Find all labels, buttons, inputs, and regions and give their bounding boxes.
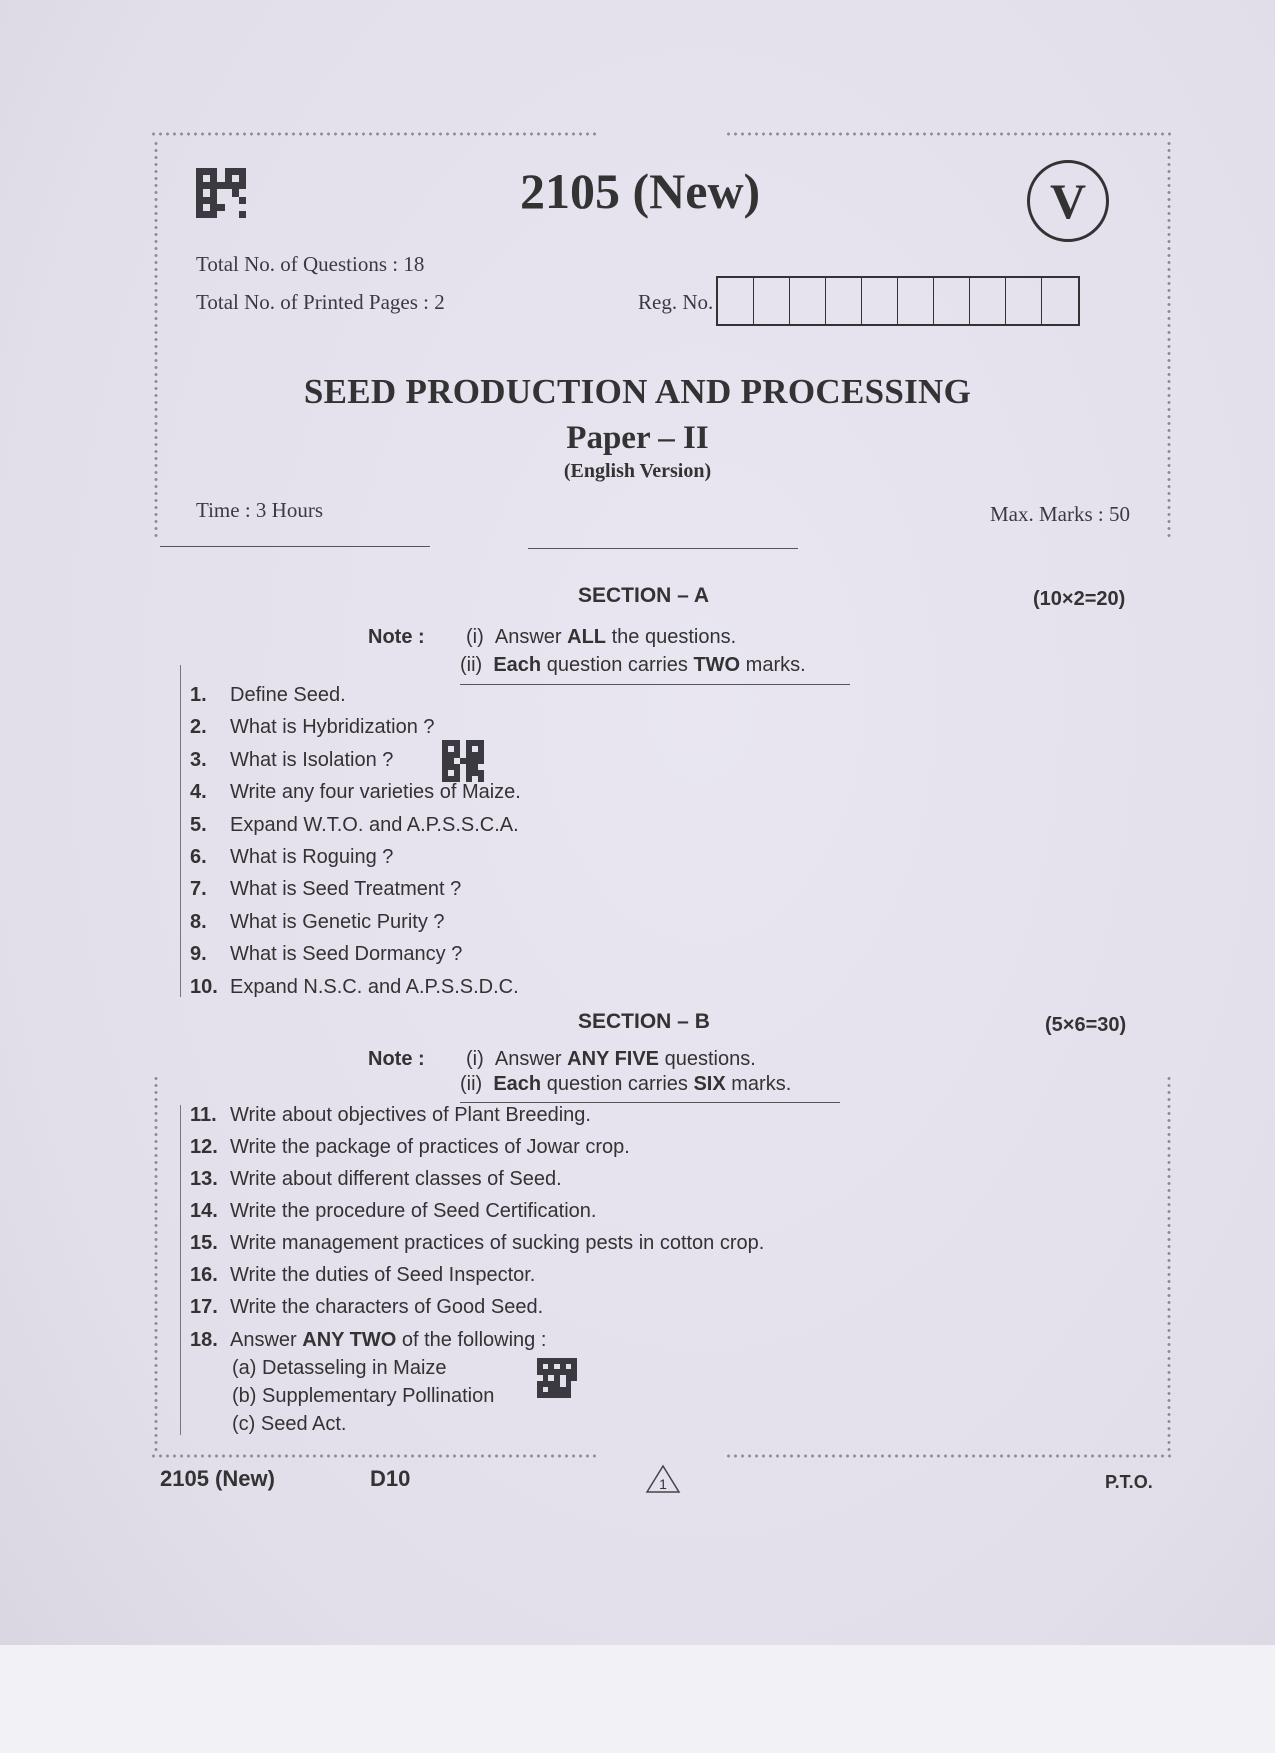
question-number: 5. [190, 813, 207, 836]
question-text: Write about different classes of Seed. [230, 1168, 562, 1190]
section-a-question [190, 716, 435, 739]
section-b-question [190, 1232, 764, 1255]
section-b-marks: (5×6=30) [1045, 1014, 1127, 1036]
reg-no-boxes[interactable] [716, 276, 1080, 326]
question-text: What is Isolation ? [230, 748, 394, 771]
question-text: Define Seed. [230, 684, 346, 706]
margin-line [180, 665, 181, 997]
question-text: What is Seed Treatment ? [230, 878, 462, 901]
question-text: What is Genetic Purity ? [230, 910, 445, 933]
question-text: Write the duties of Seed Inspector. [230, 1264, 536, 1286]
question-text: Write the characters of Good Seed. [230, 1296, 544, 1318]
question-number: 16. [190, 1264, 218, 1286]
section-a-note-label: Note : [368, 626, 425, 648]
qr-code-icon [196, 168, 246, 218]
section-b-question [190, 1168, 562, 1191]
page-number: 1 [659, 1476, 667, 1492]
question-text: Write the procedure of Seed Certification. [230, 1200, 597, 1222]
question-text: Write any four varieties of Maize. [230, 781, 521, 804]
question-number: 3. [190, 748, 207, 771]
scan-margin [0, 1645, 1275, 1753]
section-b-note-2: (ii) Each question carries SIX marks. [460, 1073, 792, 1095]
section-b-question [190, 1104, 591, 1127]
question-text: What is Seed Dormancy ? [230, 943, 463, 966]
section-b-question [190, 1136, 630, 1159]
question-18-option: (b) Supplementary Pollination [232, 1385, 495, 1407]
section-a-question [190, 781, 521, 804]
section-b-question [190, 1264, 535, 1287]
margin-line [180, 1105, 181, 1435]
total-questions: Total No. of Questions : 18 [196, 252, 425, 276]
divider [528, 548, 798, 549]
qr-code-icon [442, 740, 484, 782]
pto-label: P.T.O. [1105, 1472, 1153, 1492]
question-18: 18. Answer ANY TWO of the following : [190, 1329, 547, 1351]
footer-batch-code: D10 [370, 1466, 411, 1491]
security-border-right-lower [1165, 1075, 1173, 1455]
question-18-option: (a) Detasseling in Maize [232, 1357, 447, 1379]
section-a-question [190, 943, 462, 966]
section-a-question [190, 684, 346, 707]
question-text: Write the package of practices of Jowar crop. [230, 1136, 630, 1158]
question-18-option: (c) Seed Act. [232, 1413, 347, 1435]
section-a-marks: (10×2=20) [1033, 588, 1126, 610]
question-number: 6. [190, 846, 207, 868]
question-text: What is Hybridization ? [230, 716, 435, 739]
question-number: 4. [190, 781, 207, 804]
section-a-question [190, 749, 393, 772]
question-number: 15. [190, 1232, 218, 1254]
note-underline [460, 1102, 840, 1103]
security-border-left-lower [152, 1075, 160, 1455]
section-a-note-1: (i) Answer ALL the questions. [466, 626, 737, 648]
question-number: 9. [190, 943, 207, 966]
note-underline [460, 684, 850, 685]
security-border-top-right [725, 130, 1175, 138]
paper-number: Paper – II [566, 420, 709, 456]
security-border-bottom-left [150, 1452, 600, 1460]
question-text: Expand W.T.O. and A.P.S.S.C.A. [230, 813, 519, 836]
question-number: 17. [190, 1296, 218, 1318]
question-number: 13. [190, 1168, 218, 1190]
total-pages: Total No. of Printed Pages : 2 [196, 290, 445, 314]
section-b-note-1: (i) Answer ANY FIVE questions. [466, 1048, 756, 1070]
section-a-note-2: (ii) Each question carries TWO marks. [460, 654, 806, 676]
divider [160, 546, 430, 547]
section-a-question [190, 976, 519, 999]
security-border-top-left [150, 130, 600, 138]
section-b-question [190, 1296, 543, 1319]
section-a-title: SECTION – A [578, 584, 710, 607]
section-b-note-label: Note : [368, 1048, 425, 1070]
question-number: 8. [190, 910, 207, 933]
question-text: Write management practices of sucking pests in cotton crop. [230, 1232, 765, 1254]
reg-no-label: Reg. No. [638, 290, 714, 314]
question-text: Expand N.S.C. and A.P.S.S.D.C. [230, 975, 519, 998]
time-allowed: Time : 3 Hours [196, 498, 323, 522]
paper-code: 2105 (New) [520, 163, 761, 219]
section-a-question [190, 911, 445, 934]
qr-code-icon [537, 1358, 577, 1398]
question-number: 12. [190, 1136, 218, 1158]
section-a-question [190, 878, 461, 901]
version-letter: V [1049, 173, 1087, 229]
section-a-question [190, 814, 519, 837]
question-number: 2. [190, 716, 207, 739]
question-number: 11. [190, 1104, 217, 1126]
question-number: 7. [190, 878, 207, 901]
question-number: 14. [190, 1200, 218, 1222]
question-text: Write about objectives of Plant Breeding. [230, 1104, 591, 1126]
version-badge [1027, 160, 1109, 242]
max-marks: Max. Marks : 50 [990, 502, 1130, 526]
security-border-bottom-right [725, 1452, 1175, 1460]
page-number-triangle-icon [645, 1464, 681, 1494]
question-number: 1. [190, 684, 207, 706]
question-number: 10. [190, 975, 218, 998]
section-b-question [190, 1200, 596, 1223]
section-a-question [190, 846, 393, 869]
question-text: What is Roguing ? [230, 846, 394, 868]
subject-title: SEED PRODUCTION AND PROCESSING [303, 372, 972, 411]
edition-label: (English Version) [563, 460, 712, 482]
footer-paper-code: 2105 (New) [160, 1466, 275, 1491]
section-b-title: SECTION – B [578, 1010, 710, 1033]
